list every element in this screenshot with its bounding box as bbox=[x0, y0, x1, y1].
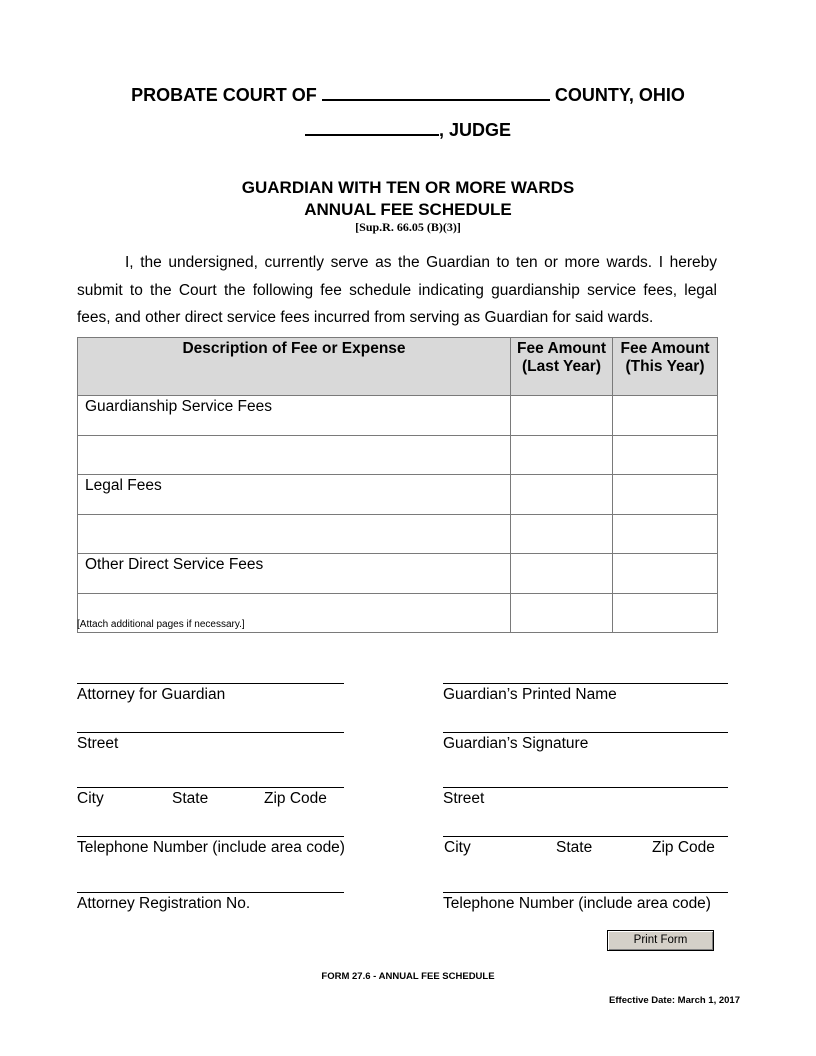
row-description[interactable] bbox=[78, 435, 511, 475]
guardian-street-block bbox=[443, 787, 728, 808]
table-header-row bbox=[78, 338, 718, 396]
guardian-state-label: State bbox=[556, 839, 593, 856]
title-line-2: ANNUAL FEE SCHEDULE bbox=[304, 200, 512, 219]
guardian-phone-block bbox=[443, 892, 728, 913]
attorney-street-line[interactable] bbox=[77, 732, 344, 733]
statement-text: I, the undersigned, currently serve as the Guardian to ten or more wards. I hereby submit to the Court the following fee schedule indicating guardianship service fees, legal fees, and other direct service fees incurred from serving as Guardian for said wards. bbox=[77, 254, 717, 326]
last-year-amount-cell[interactable] bbox=[511, 475, 613, 515]
row-description[interactable]: Legal Fees bbox=[78, 475, 511, 515]
county-blank-field[interactable] bbox=[322, 84, 550, 101]
row-description[interactable]: Other Direct Service Fees bbox=[78, 554, 511, 594]
guardian-signature-label: Guardian’s Signature bbox=[443, 735, 589, 752]
attorney-block bbox=[77, 683, 344, 704]
attorney-city-label: City bbox=[77, 790, 104, 807]
statement-paragraph bbox=[77, 249, 717, 332]
table-row bbox=[78, 475, 718, 515]
guardian-city-label: City bbox=[444, 839, 471, 856]
last-year-amount-cell[interactable] bbox=[511, 514, 613, 554]
this-year-amount-cell[interactable] bbox=[613, 514, 718, 554]
guardian-name-block bbox=[443, 683, 728, 704]
attach-pages-note: [Attach additional pages if necessary.] bbox=[77, 619, 245, 630]
attorney-name-line[interactable] bbox=[77, 683, 344, 684]
guardian-city-line[interactable] bbox=[443, 836, 728, 837]
guardian-zip-label: Zip Code bbox=[652, 839, 715, 856]
this-year-amount-cell[interactable] bbox=[613, 396, 718, 436]
attorney-phone-block bbox=[77, 836, 344, 857]
header-description: Description of Fee or Expense bbox=[78, 338, 511, 396]
form-name-footer: FORM 27.6 - ANNUAL FEE SCHEDULE bbox=[321, 971, 495, 982]
last-year-amount-cell[interactable] bbox=[511, 396, 613, 436]
judge-heading bbox=[0, 119, 816, 141]
rule-citation: [Sup.R. 66.05 (B)(3)] bbox=[355, 220, 461, 234]
guardian-signature-line[interactable] bbox=[443, 732, 728, 733]
court-heading bbox=[0, 84, 816, 106]
last-year-amount-cell[interactable] bbox=[511, 435, 613, 475]
header-last-year: Fee Amount (Last Year) bbox=[511, 338, 613, 396]
table-row bbox=[78, 435, 718, 475]
attorney-street-label: Street bbox=[77, 735, 119, 752]
this-year-amount-cell[interactable] bbox=[613, 475, 718, 515]
print-form-button[interactable]: Print Form bbox=[607, 930, 714, 951]
attorney-registration-line[interactable] bbox=[77, 892, 344, 893]
table-row bbox=[78, 514, 718, 554]
attorney-city-line[interactable] bbox=[77, 787, 344, 788]
attorney-registration-label: Attorney Registration No. bbox=[77, 895, 251, 912]
court-suffix: COUNTY, OHIO bbox=[554, 85, 685, 105]
guardian-phone-label: Telephone Number (include area code) bbox=[443, 895, 711, 912]
last-year-amount-cell[interactable] bbox=[511, 554, 613, 594]
header-this-year: Fee Amount (This Year) bbox=[613, 338, 718, 396]
attorney-registration-block bbox=[77, 892, 344, 913]
attorney-city-block bbox=[77, 787, 344, 808]
judge-blank-field[interactable] bbox=[305, 119, 439, 136]
row-description[interactable] bbox=[78, 514, 511, 554]
row-description[interactable]: Guardianship Service Fees bbox=[78, 396, 511, 436]
title-line-1: GUARDIAN WITH TEN OR MORE WARDS bbox=[241, 178, 575, 197]
guardian-printed-name-label: Guardian’s Printed Name bbox=[443, 686, 617, 703]
guardian-street-line[interactable] bbox=[443, 787, 728, 788]
attorney-phone-label: Telephone Number (include area code) bbox=[77, 839, 345, 856]
effective-date: Effective Date: March 1, 2017 bbox=[609, 995, 740, 1006]
last-year-amount-cell[interactable] bbox=[511, 593, 613, 633]
judge-label: , JUDGE bbox=[438, 120, 512, 140]
guardian-signature-block bbox=[443, 732, 728, 753]
attorney-name-label: Attorney for Guardian bbox=[77, 686, 226, 703]
guardian-city-block bbox=[443, 836, 728, 857]
attorney-phone-line[interactable] bbox=[77, 836, 344, 837]
this-year-amount-cell[interactable] bbox=[613, 435, 718, 475]
attorney-state-label: State bbox=[172, 790, 209, 807]
guardian-phone-line[interactable] bbox=[443, 892, 728, 893]
court-prefix: PROBATE COURT OF bbox=[131, 85, 317, 105]
guardian-printed-name-line[interactable] bbox=[443, 683, 728, 684]
attorney-street-block bbox=[77, 732, 344, 753]
this-year-amount-cell[interactable] bbox=[613, 554, 718, 594]
this-year-amount-cell[interactable] bbox=[613, 593, 718, 633]
fee-table bbox=[77, 337, 718, 633]
table-row bbox=[78, 396, 718, 436]
table-row bbox=[78, 554, 718, 594]
guardian-street-label: Street bbox=[443, 790, 485, 807]
attorney-zip-label: Zip Code bbox=[264, 790, 327, 807]
